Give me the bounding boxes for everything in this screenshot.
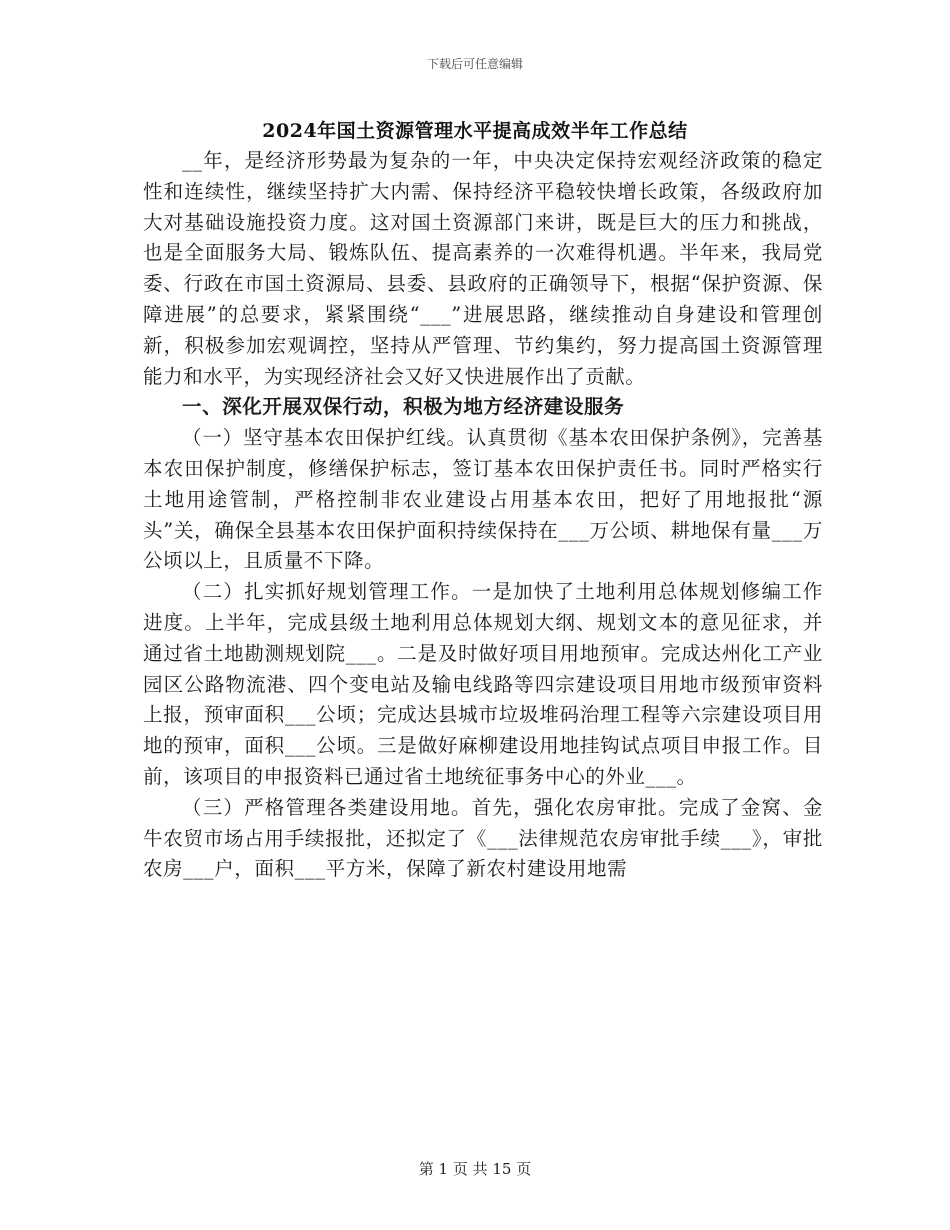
document-body xyxy=(143,146,823,885)
page-number: 第 1 页 共 15 页 xyxy=(418,1160,532,1178)
paragraph-item-3: （三）严格管理各类建设用地。首先，强化农房审批。完成了金窝、金牛农贸市场占用手续报批，还拟定了《___法律规范农房审批手续___》，审批农房___户，面积___平方米，保障了新农村建设用地需 xyxy=(143,795,823,881)
page-header-note: 下载后可任意编辑 xyxy=(426,57,523,71)
intro-paragraph: __年，是经济形势最为复杂的一年，中央决定保持宏观经济政策的稳定性和连续性，继续坚持扩大内需、保持经济平稳较快增长政策，各级政府加大对基础设施投资力度。这对国土资源部门来讲，既是巨大的压力和挑战，也是全面服务大局、锻炼队伍、提高素养的一次难得机遇。半年来，我局党委、行政在市国土资源局、县委、县政府的正确领导下，根据“保护资源、保障进展”的总要求，紧紧围绕“___”进展思路，继续推动自身建设和管理创新，积极参加宏观调控，坚持从严管理、节约集约，努力提高国土资源管理能力和水平，为实现经济社会又好又快进展作出了贡献。 xyxy=(143,149,823,388)
paragraph-item-1: （一）坚守基本农田保护红线。认真贯彻《基本农田保护条例》，完善基本农田保护制度，修缮保护标志，签订基本农田保护责任书。同时严格实行土地用途管制，严格控制非农业建设占用基本农田，把好了用地报批“源头”关，确保全县基本农田保护面积持续保持在___万公顷、耕地保有量___万公顷以上，且质量不下降。 xyxy=(143,426,823,573)
paragraph-item-2: （二）扎实抓好规划管理工作。一是加快了土地利用总体规划修编工作进度。上半年，完成县级土地利用总体规划大纲、规划文本的意见征求，并通过省土地勘测规划院___。二是及时做好项目用地预审。完成达州化工产业园区公路物流港、四个变电站及输电线路等四宗建设项目用地市级预审资料上报，预审面积___公顷；完成达县城市垃圾堆码治理工程等六宗建设项目用地的预审，面积___公顷。三是做好麻柳建设用地挂钩试点项目申报工作。目前，该项目的申报资料已通过省土地统征事务中心的外业___。 xyxy=(143,580,823,788)
section-heading-1: 一、深化开展双保行动，积极为地方经济建设服务 xyxy=(182,395,625,419)
document-title: 2024年国土资源管理水平提高成效半年工作总结 xyxy=(262,120,688,142)
